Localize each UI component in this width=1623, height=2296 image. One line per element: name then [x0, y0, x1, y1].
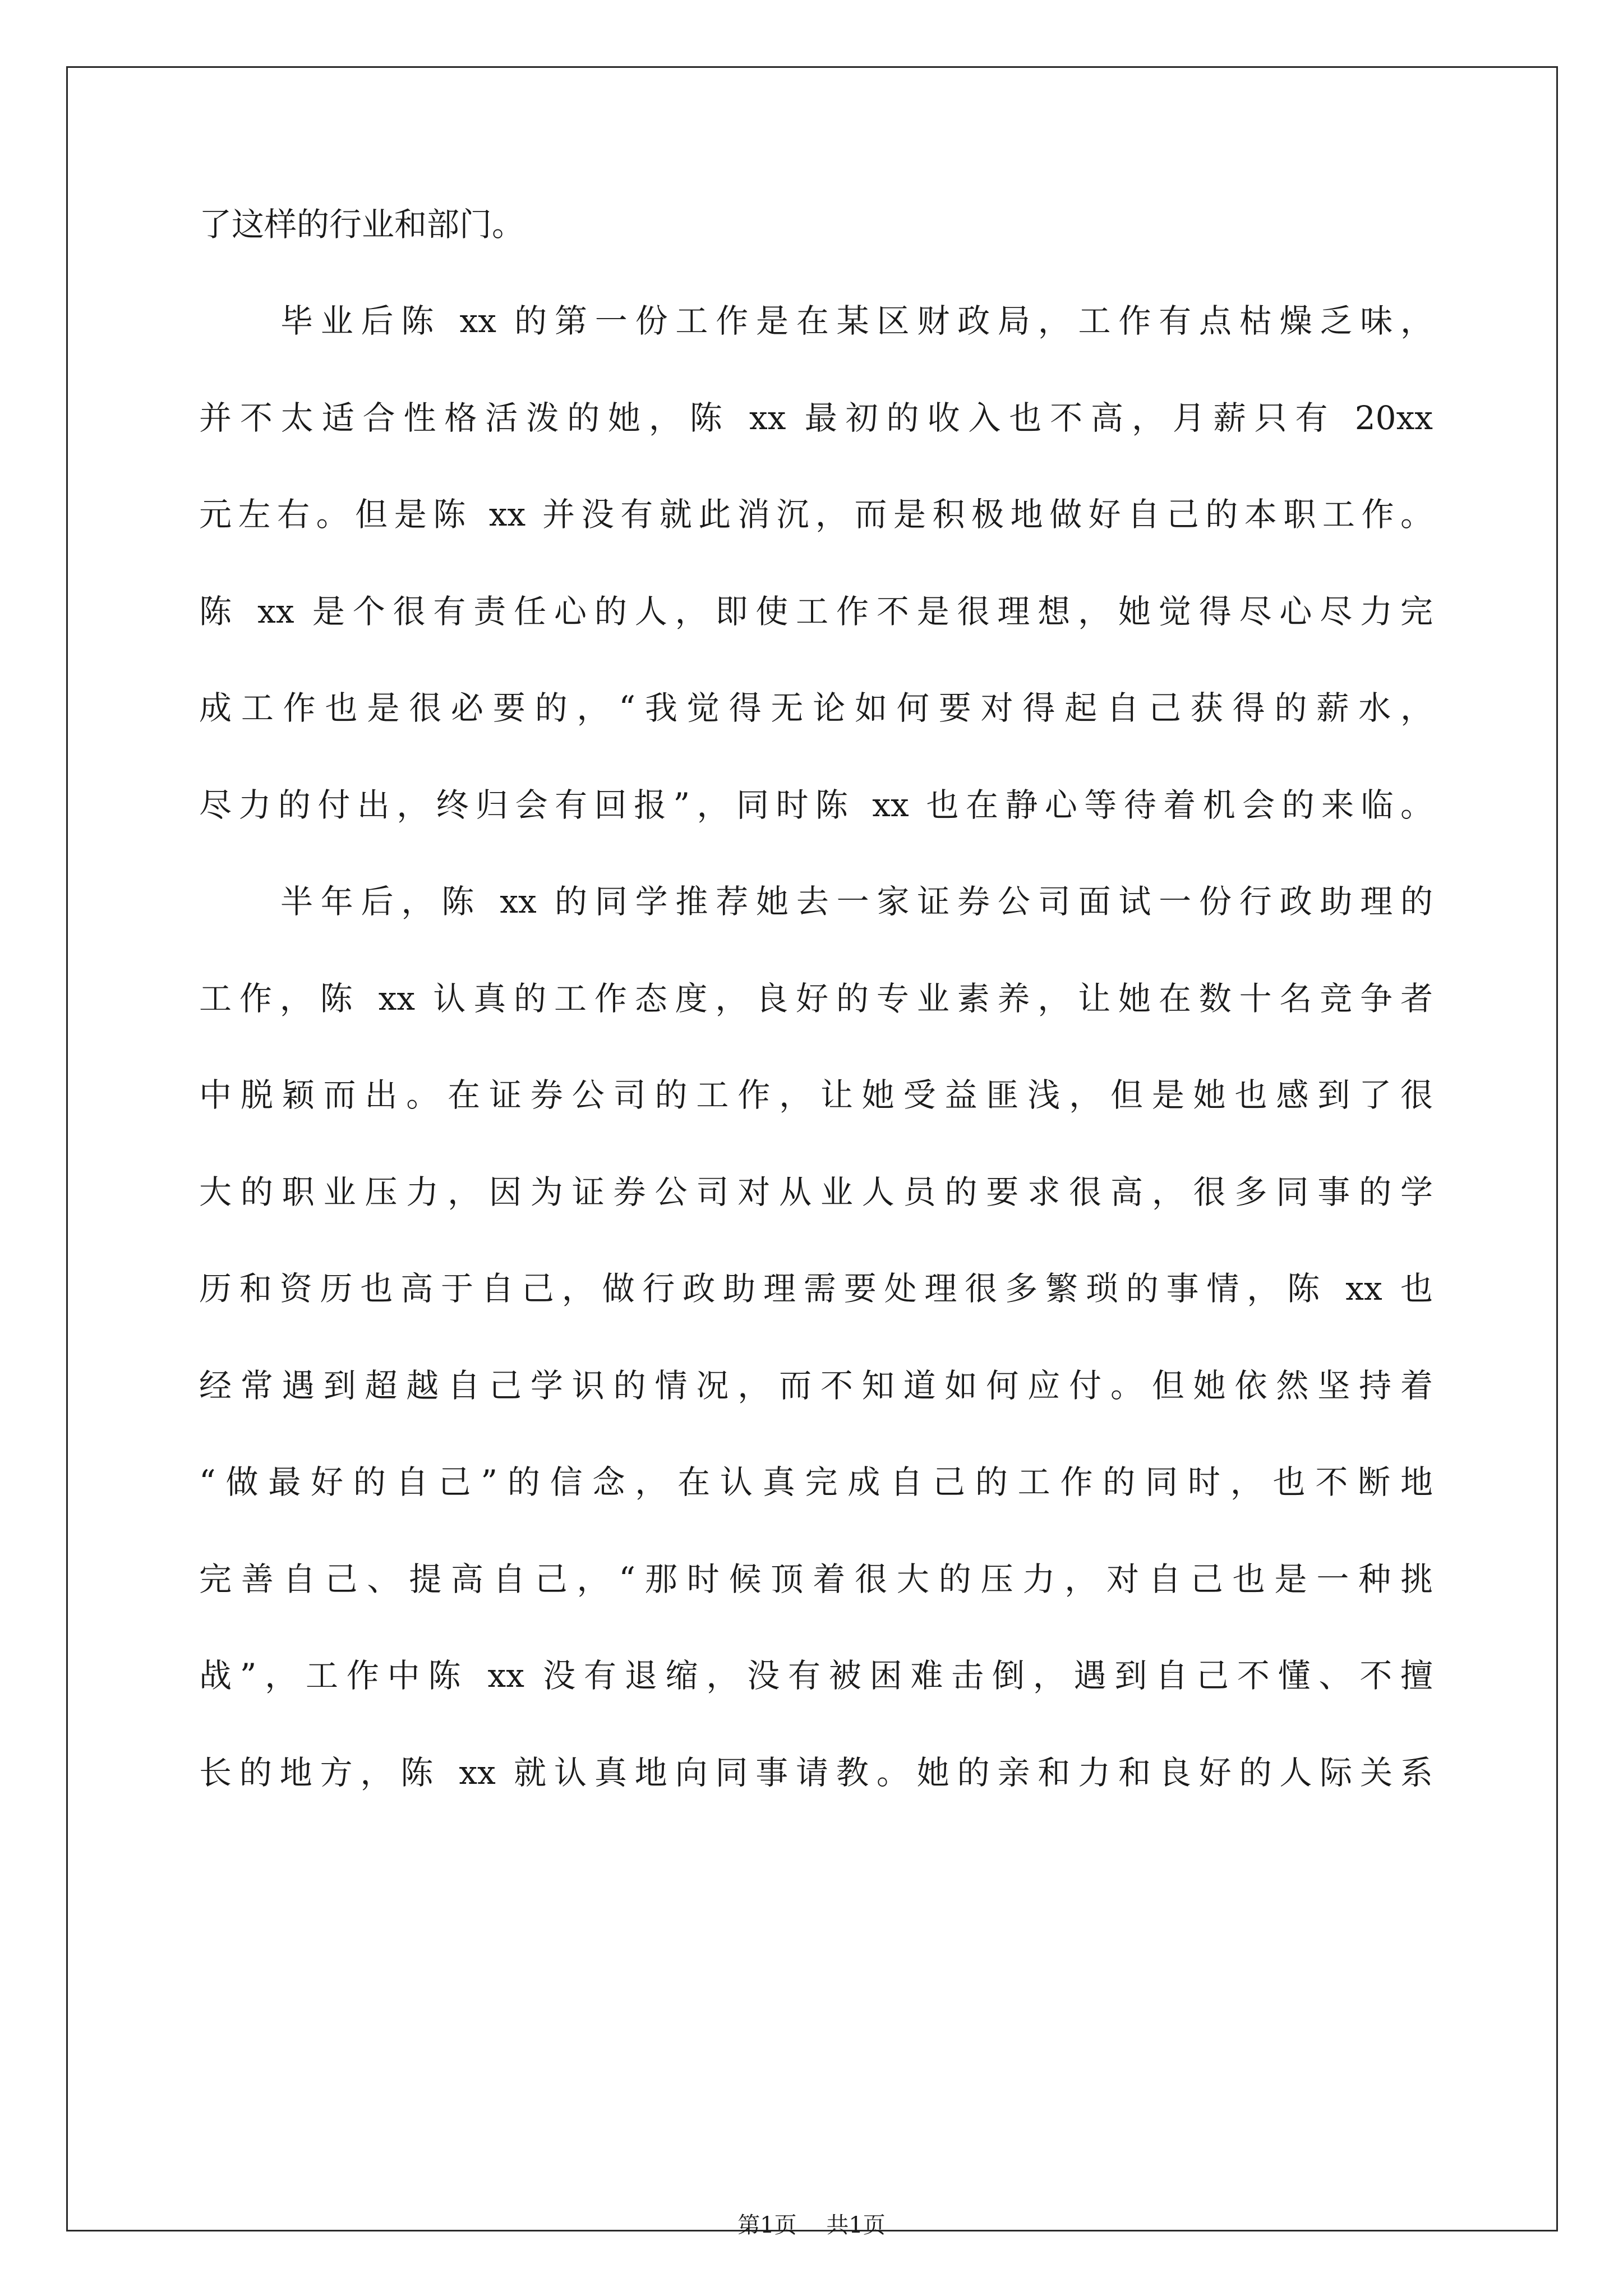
page-number: 第1页: [737, 2212, 797, 2238]
text-line: 经常遇到超越自己学识的情况，而不知道如何应付。但她依然坚持着: [199, 1366, 1433, 1405]
text-line: 中脱颖而出。在证券公司的工作，让她受益匪浅，但是她也感到了很: [199, 1076, 1433, 1114]
text-line: 工作，陈 xx 认真的工作态度，良好的专业素养，让她在数十名竞争者: [199, 979, 1433, 1018]
text-line: “做最好的自己”的信念，在认真完成自己的工作的同时，也不断地: [199, 1463, 1433, 1501]
text-line: 成工作也是很必要的，“我觉得无论如何要对得起自己获得的薪水，: [199, 689, 1433, 727]
text-line: 并不太适合性格活泼的她，陈 xx 最初的收入也不高，月薪只有 20xx: [199, 399, 1433, 437]
page-footer: [0, 2207, 1623, 2239]
text-line: 战”，工作中陈 xx 没有退缩，没有被困难击倒，遇到自己不懂、不擅: [199, 1657, 1433, 1695]
paragraph-start-line: 半年后，陈 xx 的同学推荐她去一家证券公司面试一份行政助理的: [280, 882, 1433, 921]
text-line: 了这样的行业和部门。: [199, 205, 525, 243]
text-line: 长的地方，陈 xx 就认真地向同事请教。她的亲和力和良好的人际关系: [199, 1754, 1433, 1792]
paragraph-start-line: 毕业后陈 xx 的第一份工作是在某区财政局，工作有点枯燥乏味，: [280, 302, 1433, 340]
text-line: 陈 xx 是个很有责任心的人，即使工作不是很理想，她觉得尽心尽力完: [199, 592, 1433, 631]
text-line: 元左右。但是陈 xx 并没有就此消沉，而是积极地做好自己的本职工作。: [199, 495, 1433, 533]
text-line: 尽力的付出，终归会有回报”，同时陈 xx 也在静心等待着机会的来临。: [199, 786, 1433, 824]
text-line: 完善自己、提高自己，“那时候顶着很大的压力，对自己也是一种挑: [199, 1560, 1433, 1598]
text-line: 历和资历也高于自己，做行政助理需要处理很多繁琐的事情，陈 xx 也: [199, 1269, 1433, 1308]
text-line: 大的职业压力，因为证券公司对从业人员的要求很高，很多同事的学: [199, 1173, 1433, 1211]
page-total: 共1页: [826, 2212, 886, 2238]
